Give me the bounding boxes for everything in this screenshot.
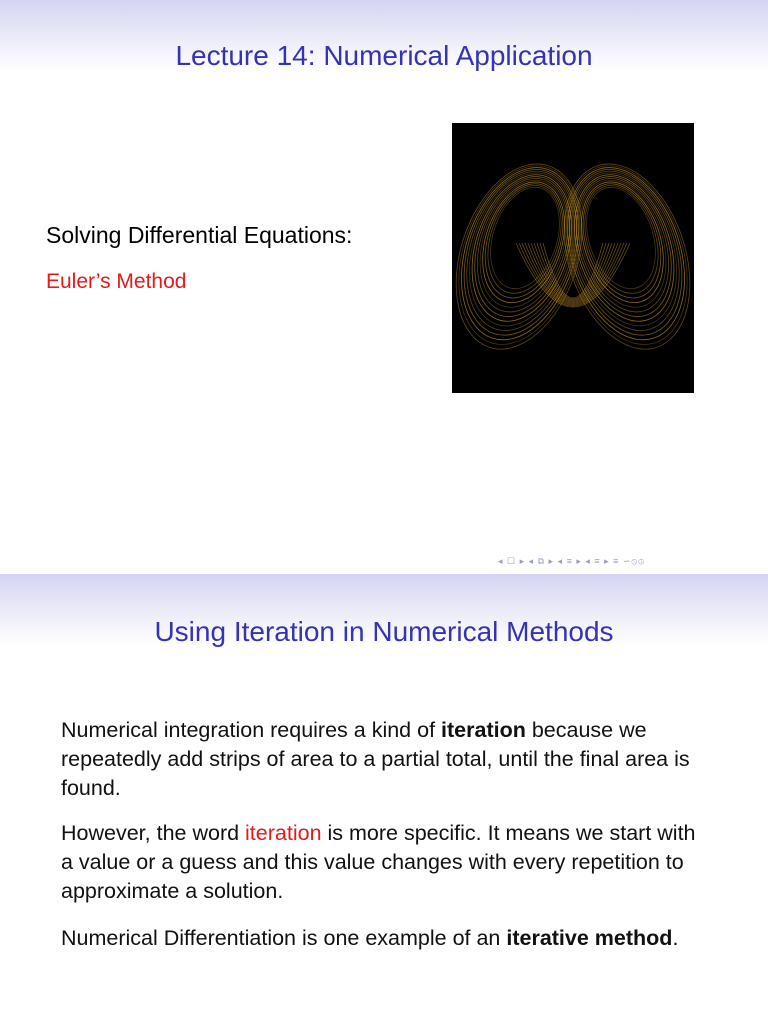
bold-term: iterative method (506, 926, 673, 950)
beamer-navigation-controls[interactable]: ◂ ☐ ▸ ◂ ⧉ ▸ ◂ ≡ ▸ ◂ ≡ ▸ ≡ ∽⦸⦹ (498, 556, 646, 566)
text: . (672, 926, 679, 950)
text: Numerical integration requires a kind of (61, 718, 442, 742)
attractor-curves (452, 123, 694, 393)
highlight-term: iteration (245, 821, 322, 845)
bold-term: iteration (441, 718, 526, 742)
paragraph-differentiation (61, 924, 711, 953)
text: is more specific. It means we start with a value or a guess and this value changes with every repetition to approximate a solution. (61, 821, 696, 903)
slide-subtitle: Solving Differential Equations: (46, 222, 353, 248)
slide-title: Lecture 14: Numerical Application (175, 40, 593, 71)
method-name: Euler’s Method (46, 270, 187, 293)
text: because we repeatedly add strips of area to a partial total, until the final area is found. (61, 718, 690, 800)
lorenz-attractor-image (452, 123, 694, 393)
slide-title: Using Iteration in Numerical Methods (154, 616, 614, 647)
attractor-crossing (516, 243, 630, 307)
paragraph-iteration (61, 819, 711, 906)
paragraph-integration (61, 716, 711, 803)
attractor-crossing (540, 243, 606, 299)
text: Numerical Differentiation is one example of an (61, 926, 507, 950)
slide-2 (0, 574, 768, 1024)
attractor-loop (575, 178, 668, 297)
text: However, the word (61, 821, 246, 845)
attractor-loop (479, 178, 572, 297)
